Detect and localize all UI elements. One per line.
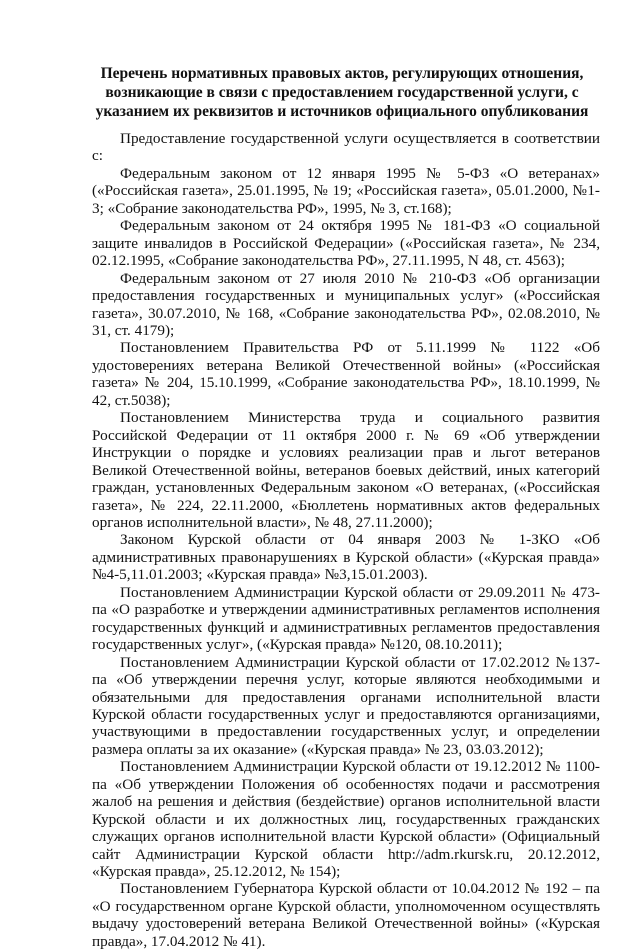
- paragraph-intro: Предоставление государственной услуги осуществляется в соответствии с:: [92, 130, 600, 165]
- paragraph-law-services: Федеральным законом от 27 июля 2010 № 210-ФЗ «Об организации предоставления государственных и муниципальных услуг» («Российская газета», 30.07.2010, № 168, «Собрание законодательства РФ», 02.08.2010, № 31, ст. 4179);: [92, 269, 600, 339]
- paragraph-kursk-law: Законом Курской области от 04 января 2003 № 1-ЗКО «Об административных правонарушениях в Курской области» («Курская правда» №4-5,11.01.2003; «Курская правда» №3,15.01.2003).: [92, 531, 600, 584]
- paragraph-admin-resolution-1100: Постановлением Администрации Курской области от 19.12.2012 № 1100-па «Об утверждении Положения об особенностях подачи и рассмотрения жалоб на решения и действия (бездействие) органов исполнительной власти Курской области и их должностных лиц, государственных гражданских служащих органов исполнительной власти Курской области» (Официальный сайт Администрации Курской области http://adm.rkursk.ru, 20.12.2012, «Курская правда», 25.12.2012, № 154);: [92, 758, 600, 881]
- paragraph-governor-resolution: Постановлением Губернатора Курской области от 10.04.2012 № 192 – па «О государственном органе Курской области, уполномоченном осуществлять выдачу удостоверений ветерана Великой Отечественной войны» («Курская правда», 17.04.2012 № 41).: [92, 880, 600, 950]
- paragraph-gov-resolution: Постановлением Правительства РФ от 5.11.1999 № 1122 «Об удостоверениях ветерана Великой Отечественной войны» («Российская газета» № 204, 15.10.1999, «Собрание законодательства РФ», 18.10.1999, № 42, ст.5038);: [92, 339, 600, 409]
- document-body: [92, 130, 600, 950]
- paragraph-law-disabled: Федеральным законом от 24 октября 1995 № 181-ФЗ «О социальной защите инвалидов в Российской Федерации» («Российская газета», № 234, 02.12.1995, «Собрание законодательства РФ», 27.11.1995, N 48, ст. 4563);: [92, 217, 600, 270]
- paragraph-admin-resolution-473: Постановлением Администрации Курской области от 29.09.2011 № 473-па «О разработке и утверждении административных регламентов исполнения государственных функций и административных регламентов предоставления государственных услуг», («Курская правда» №120, 08.10.2011);: [92, 583, 600, 654]
- document-title: Перечень нормативных правовых актов, регулирующих отношения, возникающие в связи с предоставлением государственной услуги, с указанием их реквизитов и источников официального опубликования: [95, 65, 589, 120]
- paragraph-law-veterans: Федеральным законом от 12 января 1995 № 5-ФЗ «О ветеранах» («Российская газета», 25.01.1995, № 19; «Российская газета», 05.01.2000, №1-3; «Собрание законодательства РФ», 1995, № 3, ст.168);: [92, 164, 600, 217]
- paragraph-ministry-resolution: Постановлением Министерства труда и социального развития Российской Федерации от 11 октября 2000 г. № 69 «Об утверждении Инструкции о порядке и условиях реализации прав и льгот ветеранов Великой Отечественной войны, ветеранов боевых действий, иных категорий граждан, установленных Федеральным законом «О ветеранах, («Российская газета», № 224, 22.11.2000, «Бюллетень нормативных актов федеральных органов исполнительной власти», № 48, 27.11.2000);: [92, 409, 600, 531]
- paragraph-admin-resolution-137: Постановлением Администрации Курской области от 17.02.2012 №137-па «Об утверждении перечня услуг, которые являются необходимыми и обязательными для предоставления органами исполнительной власти Курской области государственных услуг и предоставляются организациями, участвующими в предоставлении государственных услуг, и определении размера оплаты за их оказание» («Курская правда» № 23, 03.03.2012);: [92, 653, 600, 758]
